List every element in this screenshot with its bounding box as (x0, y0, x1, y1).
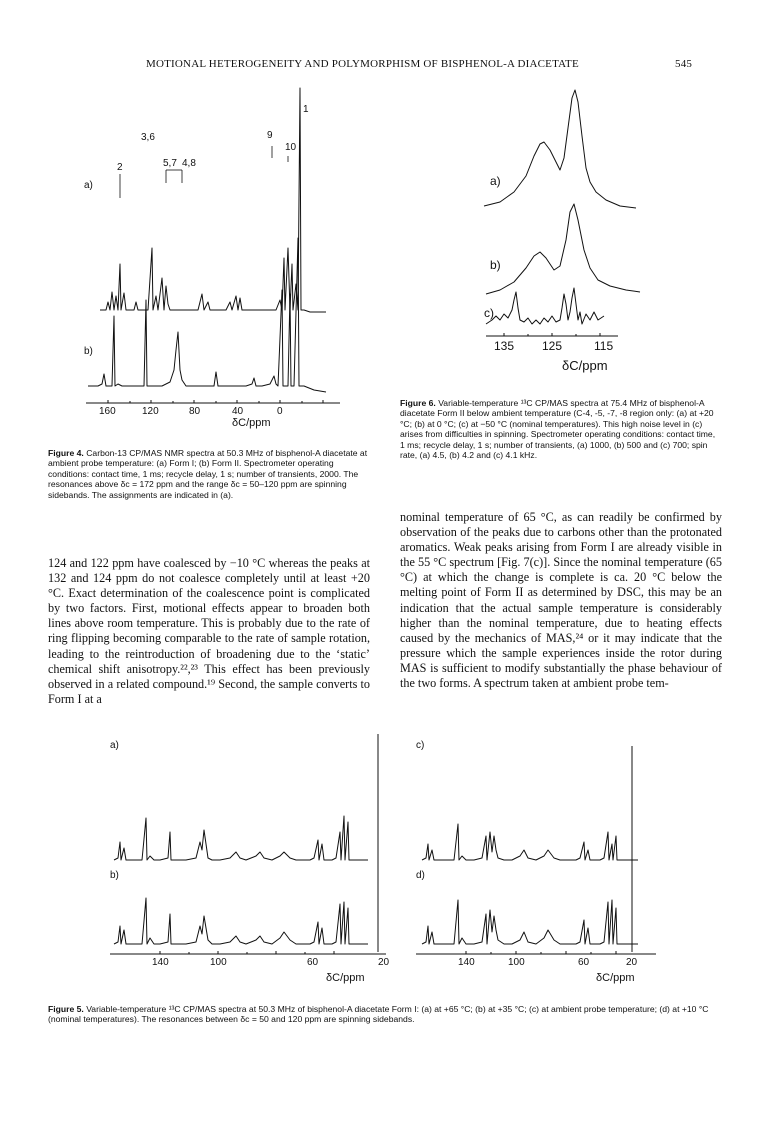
right-column-text: nominal temperature of 65 °C, as can readily be confirmed by observation of the peaks due to carbons other than the protonated aromatics. Weak peaks arising from Form I are already visible in the 55 °C spectrum [Fig. 7(c)]. Since the nominal temperature (65 °C) at which the change is complete is ca. 20 °C below the melting point of Form II as determined by DSC, this may be an indication that the actual sample temperature is considerably higher than the nominal temperature, due to heating effects caused by the mechanics of MAS,²⁴ or it may indicate that the pressure which the sample experiences inside the rotor during MAS is sufficient to modify substantially the phase behaviour of the two forms. A spectrum taken at ambient probe tem- (400, 510, 722, 691)
figure-5-trace-c (422, 824, 638, 860)
figure-5-right-tick-140: 140 (458, 957, 475, 968)
figure-5-right-tick-60: 60 (578, 957, 590, 968)
figure-4 (78, 88, 348, 428)
peak-label-10: 10 (285, 142, 297, 153)
figure-6 (470, 88, 670, 388)
peak-label-4-8: 4,8 (182, 158, 196, 169)
peak-label-2: 2 (117, 162, 123, 173)
peak-label-1: 1 (303, 104, 309, 115)
figure-6-caption-label: Figure 6. (400, 398, 436, 408)
figure-6-caption-text: Variable-temperature ¹³C CP/MAS spectra at 75.4 MHz of bisphenol-A diacetate Form II below ambient temperature (C-4, -5, -7, -8 region only: (a) at +20 °C; (b) at 0 °C; (c) at −50 °C (nominal temperatures). This high noise level in (c) arises from difficulties in spinning. Spectrometer operating conditions: contact time, 1 ms; recycle delay, 1 s; number of transients, (a) 1000, (b) 500 and (c) 700; spin rate, (a) 4.5, (b) 4.2 and (c) 4.1 kHz. (400, 398, 716, 461)
figure-4-label-a: a) (84, 180, 93, 191)
figure-6-tick-125: 125 (542, 339, 563, 353)
figure-5-caption-text: Variable-temperature ¹³C CP/MAS spectra at 50.3 MHz of bisphenol-A diacetate Form I: (a) at +65 °C; (b) at +35 °C; (c) at ambient probe temperature; (d) at +10 °C (nominal temperatures). The resonances between δc = 50 and 120 ppm are spinning sidebands. (48, 1004, 709, 1025)
figure-4-tick-80: 80 (189, 406, 201, 417)
page-number: 545 (675, 58, 693, 70)
figure-4-trace-a (100, 88, 326, 312)
figure-5-label-a: a) (110, 740, 119, 751)
peak-label-9: 9 (267, 130, 273, 141)
figure-6-tick-135: 135 (494, 339, 515, 353)
figure-6-trace-b (486, 204, 640, 294)
figure-5-trace-d (422, 900, 638, 944)
figure-5-left-tick-100: 100 (210, 957, 227, 968)
figure-4-tick-120: 120 (142, 406, 159, 417)
figure-5-right-tick-100: 100 (508, 957, 525, 968)
figure-5-label-b: b) (110, 870, 119, 881)
figure-4-axis-unit: δC/ppm (232, 417, 271, 429)
running-title: MOTIONAL HETEROGENEITY AND POLYMORPHISM OF BISPHENOL-A DIACETATE (146, 58, 579, 70)
figure-6-trace-a (484, 90, 636, 208)
figure-4-trace-b (88, 238, 326, 392)
figure-5-caption (48, 1004, 720, 1025)
figure-5-left-tick-60: 60 (307, 957, 319, 968)
figure-5-left-tick-140: 140 (152, 957, 169, 968)
figure-6-axis-unit: δC/ppm (562, 358, 608, 373)
figure-5 (96, 732, 676, 998)
figure-6-trace-c (486, 288, 604, 324)
figure-5-right-tick-20: 20 (626, 957, 638, 968)
figure-6-caption (400, 398, 722, 460)
figure-6-tick-115: 115 (594, 339, 614, 353)
figure-6-label-a: a) (490, 174, 501, 188)
figure-4-tick-160: 160 (99, 406, 116, 417)
figure-4-tick-40: 40 (232, 406, 244, 417)
figure-4-tick-0: 0 (277, 406, 283, 417)
left-column-text: 124 and 122 ppm have coalesced by −10 °C whereas the peaks at 132 and 124 ppm do not coalesce completely until at least +20 °C. Exact determination of the coalescence point is complicated by two factors. First, motional effects appear to broaden both lines above room temperature. This is probably due to the rate of ring flipping becoming comparable to the rate of sample rotation, leading to the reintroduction of broadening due to the ‘static’ chemical shift anisotropy.²²,²³ This effect has been previously observed in a related compound.¹⁹ Second, the sample converts to Form I at a (48, 556, 370, 706)
peak-label-3-6: 3,6 (141, 132, 155, 143)
figure-4-caption (48, 448, 368, 500)
figure-4-caption-text: Carbon-13 CP/MAS NMR spectra at 50.3 MHz of bisphenol-A diacetate at ambient probe temperature: (a) Form I; (b) Form II. Spectrometer operating conditions: contact time, 1 ms; recycle delay, 1 s; number of transients, 2000. The resonances above δc = 172 ppm and the range δc = 50–120 ppm are spinning sidebands. The assignments are indicated in (a). (48, 448, 368, 500)
figure-5-trace-b (114, 898, 368, 944)
peak-label-5-7: 5,7 (163, 158, 177, 169)
figure-6-label-b: b) (490, 258, 501, 272)
figure-6-label-c: c) (484, 306, 494, 320)
figure-5-label-c: c) (416, 740, 425, 751)
figure-5-trace-a (114, 816, 368, 860)
figure-5-left-tick-20: 20 (378, 957, 390, 968)
figure-5-label-d: d) (416, 870, 425, 881)
figure-4-caption-label: Figure 4. (48, 448, 84, 458)
figure-5-right-axis-unit: δC/ppm (596, 972, 635, 984)
figure-4-spectra (78, 88, 348, 428)
figure-5-caption-label: Figure 5. (48, 1004, 84, 1014)
figure-5-left-axis-unit: δC/ppm (326, 972, 365, 984)
figure-4-label-b: b) (84, 346, 93, 357)
